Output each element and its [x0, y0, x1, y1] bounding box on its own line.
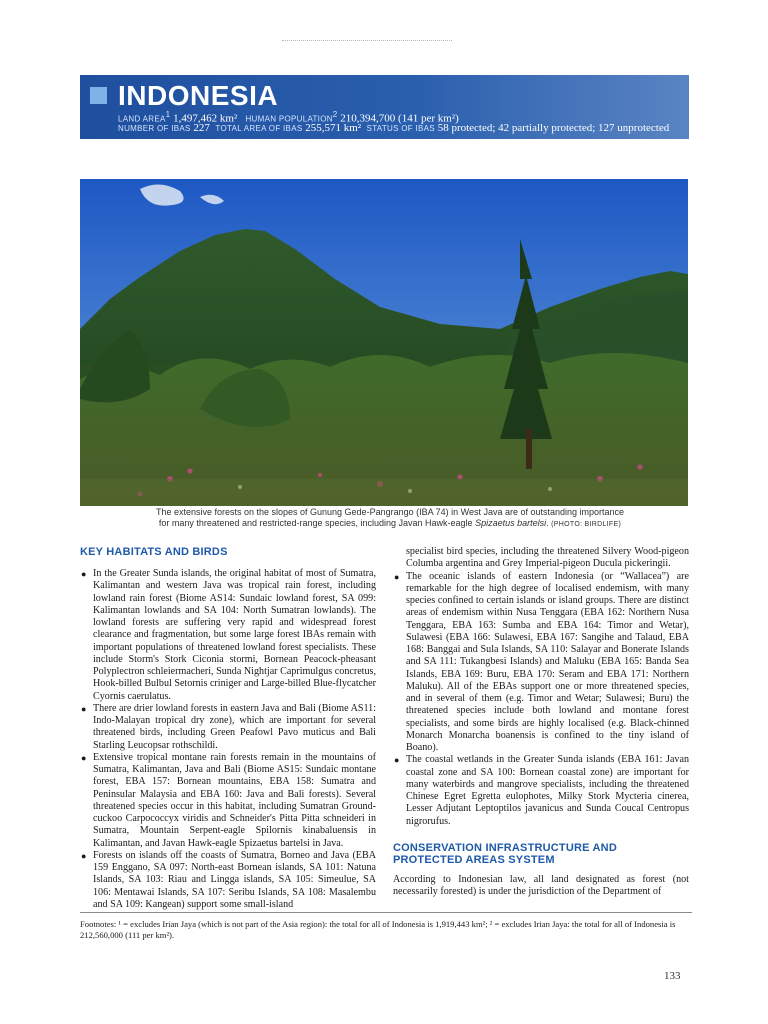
caption-line-2: for many threatened and restricted-range species, including Javan Hawk-eagle — [158, 518, 473, 528]
footnotes: Footnotes: ¹ = excludes Irian Jaya (which is not part of the Asia region): the total for all of Indonesia is 1,919,443 km²; ² = excludes Irian Jaya: the total for all of Indonesia is 212,560,000 (111 per km²). — [80, 912, 692, 940]
photo-credit: (PHOTO: BIRDLIFE) — [551, 521, 622, 528]
bullet-icon: ● — [81, 850, 87, 861]
status-value: 58 protected; 42 partially protected; 127 unprotected — [437, 122, 670, 134]
conservation-text: According to Indonesian law, all land designated as forest (not necessarily forested) is under the jurisdiction of the Department of — [393, 873, 689, 897]
bullet-text: The oceanic islands of eastern Indonesia (or “Wallacea”) are remarkable for the high degree of localised endemism, with many species confined to certain islands or island groups. There are distinct areas of endemism within Nusa Tenggara (EBA 162: Northern Nusa Tenggara, EBA 163: Sumba and EBA 164: Timor and Wetar), Sulawesi (EBA 166: Sulawesi, EBA 167: Sangihe and Talaud, EBA 168: Banggai and Sula Islands, SA 110: Salayar and Bonerate Islands and SA 111: Tukangbesi Islands) and Maluku (EBA 165: Banda Sea Islands, EBA 169: Buru, EBA 170: Seram and EBA 171: Northern Maluku). All of the EBAs support one or more threatened species, and in several of them (e.g. Timor and Wetar; Sulawesi; Buru) the threatened species include both lowland and montane forest specialists, and some birds are highly localised (e.g. Black-chinned Monarch Monarcha boanensis is confined to the tiny island of Boano). — [406, 570, 689, 753]
bullet-text: Extensive tropical montane rain forests remain in the mountains of Sumatra, Kalimantan, Java and Bali (Biome AS15: Sundaic montane forest, EBA 157: Bornean mountains, EBA 158: Sumatra and Peninsular Malaysia and EBA 160: Java and Bali forests). Several threatened species occur in this habitat, including Sumatran Ground-cuckoo Carpococcyx viridis and Schneider's Pitta Pitta schneideri in Sumatra, Mountain Serpent-eagle Spilornis kinabaluensis in Kalimantan, and Javan Hawk-eagle Spizaetus bartelsi in Java. — [93, 751, 376, 849]
number-of-ibas-label: NUMBER OF IBAS — [118, 124, 191, 133]
top-running-mark — [282, 40, 452, 45]
mountain-forest-photo — [80, 179, 688, 506]
conservation-heading-line-2: PROTECTED AREAS SYSTEM — [393, 853, 555, 866]
bullet-icon: ● — [81, 703, 87, 714]
bullet-icon: ● — [394, 571, 400, 582]
status-label: STATUS OF IBAS — [366, 124, 435, 133]
total-area-value: 255,571 km² — [305, 122, 362, 134]
bullet-text: Forests on islands off the coasts of Sumatra, Borneo and Java (EBA 159 Enggano, SA 097: North-east Bornean islands, SA 101: Natuna Islands, SA 103: Riau and Lingga islands, SA 105: Simeulue, SA 106: Mentawai Islands, SA 107: Seribu Islands, SA 108: Masalembu and SA 109: Kangean) support some small-island — [93, 849, 376, 910]
caption-end: . — [546, 518, 549, 528]
caption-species: Spizaetus bartelsi — [475, 518, 547, 528]
habitat-bullet-list — [80, 568, 376, 911]
bullet-coastal-wetlands — [393, 754, 689, 828]
bullet-dry-lowland — [80, 703, 376, 752]
total-area-label: TOTAL AREA OF IBAS — [215, 124, 303, 133]
bullet-icon: ● — [81, 569, 87, 579]
number-of-ibas-value: 227 — [193, 122, 210, 134]
bullet-offshore-islands — [80, 850, 376, 911]
population-label: HUMAN POPULATION — [245, 114, 333, 124]
population-value: 210,394,700 (141 per km²) — [340, 112, 459, 125]
page-number: 133 — [664, 970, 681, 982]
caption-line-1: The extensive forests on the slopes of Gunung Gede-Pangrango (IBA 74) in West Java are of outstanding importance — [155, 507, 625, 517]
left-column — [80, 546, 376, 911]
continued-text: specialist bird species, including the threatened Silvery Wood-pigeon Columba argentina and Grey Imperial-pigeon Ducula pickeringii. — [406, 546, 689, 570]
land-area-value: 1,497,462 km² — [173, 112, 238, 125]
country-title: INDONESIA — [118, 80, 279, 111]
right-column — [393, 546, 689, 898]
key-habitats-heading: KEY HABITATS AND BIRDS — [80, 546, 228, 558]
photo-caption — [80, 507, 700, 530]
conservation-heading-line-1: CONSERVATION INFRASTRUCTURE AND — [393, 841, 617, 854]
bullet-text: In the Greater Sunda islands, the original habitat of most of Sumatra, Kalimantan and western Java was tropical rain forest, including lowland rain forest (Biome AS14: Sundaic lowland forest, SA 099: Kalimantan lowlands and SA 104: North Sumatran lowlands). The lowland forests are suffering very rapid and widespread forest clearance and fragmentation, but some large forest IBAs remain with important populations of threatened lowland forest specialists. These include Storm's Stork Ciconia stormi, Bornean Peacock-pheasant Polyplectron schleiermacheri, Sunda Nightjar Caprimulgus concretus, Hook-billed Bulbul Setornis criniger and Large-billed Blue-flycatcher Cyornis caerulatus. — [93, 568, 376, 702]
conservation-heading — [393, 842, 689, 866]
bullet-text: There are drier lowland forests in eastern Java and Bali (Biome AS11: Indo-Malayan tropical dry zone), which are important for several threatened birds, including Green Peafowl Pavo muticus and Bali Starling Leucopsar rothschildi. — [93, 702, 377, 751]
land-area-label: LAND AREA — [118, 114, 166, 124]
header-stats-line-2 — [118, 122, 669, 135]
bullet-text: The coastal wetlands in the Greater Sunda islands (EBA 161: Javan coastal zone and SA 100: Bornean coastal zone) are important for many waterbirds and mangrove specialists, including the threatened Chinese Egret Egretta eulophotes, Milky Stork Mycteria cinerea, Lesser Adjutant Leptoptilos javanicus and Sunda Coucal Centropus nigrorufus. — [406, 754, 689, 827]
bullet-icon: ● — [394, 755, 400, 766]
conservation-section — [393, 842, 689, 899]
land-area-footnote-mark: 1 — [165, 110, 171, 119]
bullet-montane — [80, 752, 376, 850]
habitat-bullet-list-continued — [393, 571, 689, 828]
population-footnote-mark: 2 — [332, 110, 338, 119]
country-header-banner — [80, 75, 689, 139]
header-square-marker — [90, 87, 107, 104]
bullet-sunda-lowland — [80, 568, 376, 703]
bullet-wallacea — [393, 571, 689, 755]
bullet-icon: ● — [81, 752, 87, 763]
